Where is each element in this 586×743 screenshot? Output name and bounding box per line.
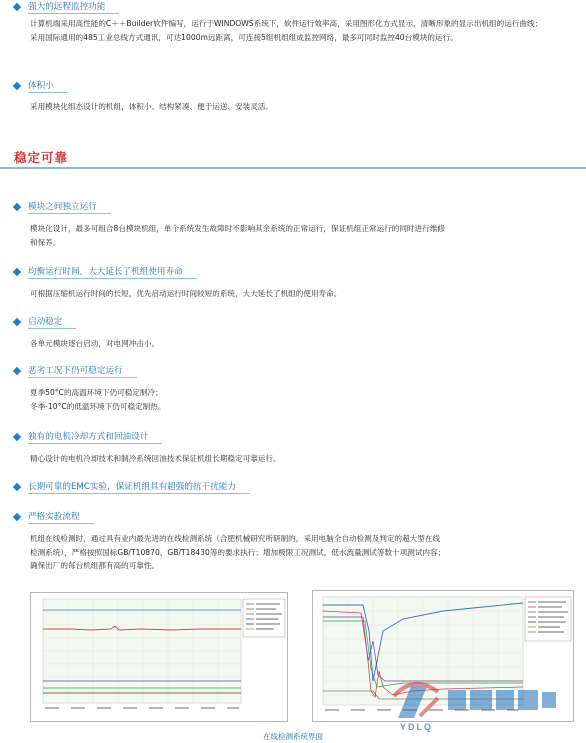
- paragraph-line: 确保出厂的每台机组都有高的可靠性。: [30, 561, 160, 570]
- balanced-runtime-text: [30, 287, 570, 301]
- heading-small-size: [0, 79, 586, 93]
- heading-label: 强大的远程监控功能: [28, 2, 106, 12]
- heading-label: 模块之间独立运行: [28, 202, 97, 212]
- diamond-bullet-icon: [13, 483, 21, 491]
- diamond-bullet-icon: [13, 203, 21, 211]
- section-divider: [0, 167, 586, 169]
- paragraph-line: 检测系统），严格按照国标GB/T10870、GB/T18430等的要求执行；增加极限工况测试，低水流量测试等数十项测试内容；: [30, 547, 446, 557]
- heading-stable-start: [0, 315, 70, 329]
- strict-testing-text: [30, 532, 570, 573]
- heading-rule: [28, 278, 197, 279]
- paragraph-line: 模块化设计，最多可组合8台模块机组，单个系统发生故障时不影响其余系统的正常运行，保证机组正常运行的同时进行维修: [30, 224, 445, 233]
- heading-rule: [28, 328, 76, 329]
- heading-rule: [28, 213, 111, 214]
- diamond-bullet-icon: [13, 3, 21, 11]
- heading-label: 独有的电机冷却方式和回油设计: [28, 432, 149, 442]
- heading-rule: [28, 92, 68, 93]
- heading-balanced-runtime: [0, 265, 191, 279]
- heading-label: 恶劣工况下仍可稳定运行: [28, 366, 123, 376]
- heading-rule: [28, 13, 119, 14]
- paragraph-line: 夏季50°C的高温环境下仍可稳定制冷；: [30, 388, 163, 397]
- test-chart-left: [30, 592, 288, 722]
- diamond-bullet-icon: [13, 318, 21, 326]
- paragraph-line: 可根据压缩机运行时间的长短，优先启动运行时间较短的系统，大大延长了机组的使用寿命。: [30, 289, 342, 298]
- heading-label: 严格实验流程: [28, 512, 80, 522]
- paragraph-line: 和保养。: [30, 237, 61, 247]
- section-band-stable-reliable: [0, 143, 586, 170]
- diamond-bullet-icon: [13, 268, 21, 276]
- diamond-bullet-icon: [13, 513, 21, 521]
- heading-label: 启动稳定: [28, 317, 63, 327]
- paragraph: 计算机端采用高性能的C＋＋Builder软件编写，运行于WINDOWS系统下，软件运行效率高，采用图形化方式显示，清晰形象的显示出机组的运行曲线；: [30, 19, 543, 28]
- paragraph: 采用模块化组态设计的机组，体积小、结构紧凑、便于运送、安装灵活。: [30, 102, 273, 111]
- heading-rule: [28, 377, 137, 378]
- section-title: 稳定可靠: [14, 150, 69, 165]
- watermark-logo-icon: [384, 672, 574, 734]
- heading-strict-testing: [0, 510, 88, 524]
- paragraph-line: 机组在线检测时，通过具有业内最先进的在线检测系统（合肥机械研究所研制的，采用电脑全自动检测及判定的超大型在线: [30, 534, 441, 543]
- test-chart-left-plot: [31, 593, 287, 721]
- remote-monitoring-text: [30, 17, 570, 44]
- paragraph: 采用国际通用的485工业总线方式通讯，可达1000m远距离，可连接5组机组组成监控网络，最多可同时监控40台模块的运行。: [30, 32, 458, 42]
- heading-rule: [28, 523, 94, 524]
- paragraph-line: 精心设计的电机冷却技术和制冷系统回油技术保证机组长期稳定可靠运行。: [30, 454, 281, 463]
- heading-harsh-conditions: [0, 364, 131, 378]
- diamond-bullet-icon: [13, 367, 21, 375]
- stable-start-text: [30, 337, 570, 351]
- heading-motor-cooling: [0, 430, 156, 444]
- paragraph-line: 各单元模块逐台启动，对电网冲击小。: [30, 339, 160, 348]
- heading-rule: [28, 493, 250, 494]
- heading-independent-modules: [0, 200, 105, 214]
- small-size-text: [30, 100, 570, 114]
- independent-modules-text: [30, 222, 570, 249]
- svg-text:YDLQ: YDLQ: [400, 722, 434, 732]
- motor-cooling-text: [30, 452, 570, 466]
- heading-rule: [28, 443, 162, 444]
- paragraph-line: 冬季-10°C的低温环境下仍可稳定制热。: [30, 401, 166, 411]
- heading-remote-monitoring: [0, 0, 586, 14]
- heading-emc-test: [0, 480, 244, 494]
- heading-label: 均衡运行时间，大大延长了机组使用寿命: [28, 267, 183, 277]
- harsh-conditions-text: [30, 386, 570, 413]
- figure-caption: 在线检测系统界面: [263, 732, 323, 741]
- heading-label: 体积小: [28, 81, 54, 91]
- watermark-logo: [384, 672, 574, 734]
- diamond-bullet-icon: [13, 82, 21, 90]
- heading-label: 长期可靠的EMC实验，保证机组具有超强的抗干扰能力: [28, 482, 236, 492]
- diamond-bullet-icon: [13, 433, 21, 441]
